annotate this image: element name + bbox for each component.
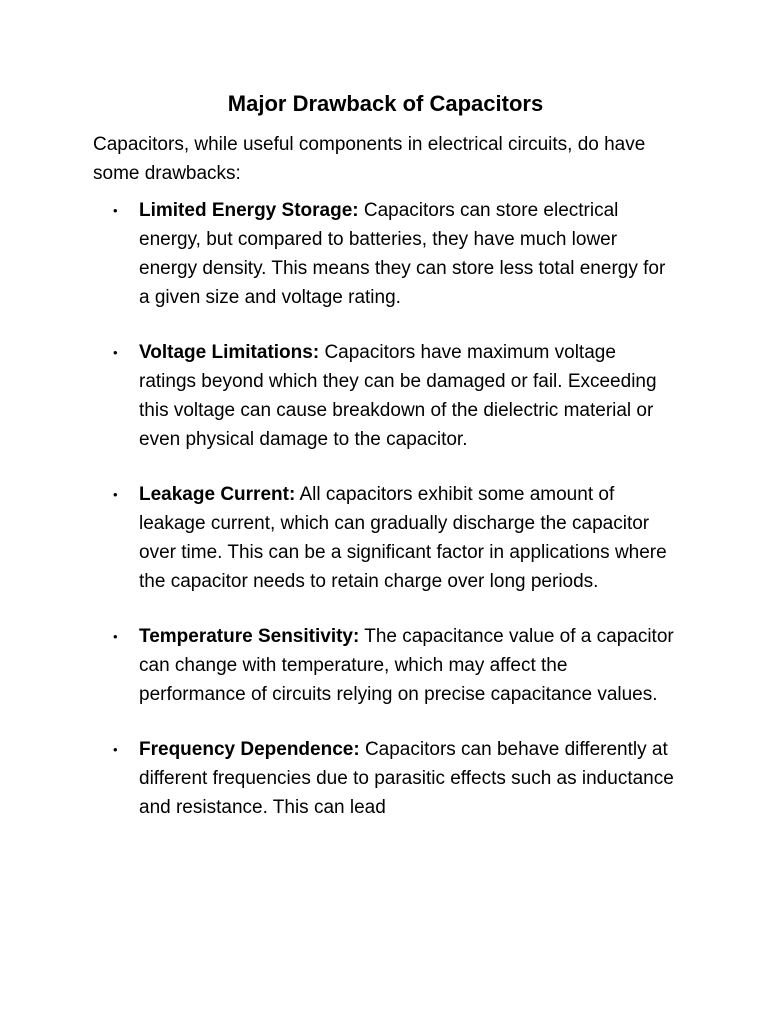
item-term: Temperature Sensitivity: bbox=[139, 626, 360, 647]
list-item bbox=[93, 338, 678, 454]
item-term: Leakage Current: bbox=[139, 484, 296, 505]
item-text: All capacitors exhibit some amount of leakage current, which can gradually discharge the capacitor over time. This can be a significant factor in applications where the capacitor needs to retain charge over long periods. bbox=[139, 484, 667, 592]
list-item bbox=[93, 735, 678, 822]
item-text: Capacitors can store electrical energy, but compared to batteries, they have much lower energy density. This means they can store less total energy for a given size and voltage rating. bbox=[139, 200, 666, 308]
bullet-icon: • bbox=[113, 487, 118, 502]
document-page bbox=[93, 88, 678, 848]
list-item bbox=[93, 622, 678, 709]
item-text: Capacitors can behave differently at different frequencies due to parasitic effects such as inductance and resistance. This can lead bbox=[139, 739, 674, 818]
bullet-icon: • bbox=[113, 345, 118, 360]
bullet-icon: • bbox=[113, 629, 118, 644]
item-text: Capacitors have maximum voltage ratings beyond which they can be damaged or fail. Exceeding this voltage can cause breakdown of the dielectric material or even physical damage to the capacitor. bbox=[139, 342, 657, 450]
list-item bbox=[93, 196, 678, 312]
bullet-icon: • bbox=[113, 203, 118, 218]
item-term: Frequency Dependence: bbox=[139, 739, 360, 760]
item-term: Limited Energy Storage: bbox=[139, 200, 359, 221]
bullet-icon: • bbox=[113, 742, 118, 757]
item-term: Voltage Limitations: bbox=[139, 342, 320, 363]
intro-paragraph: Capacitors, while useful components in electrical circuits, do have some drawbacks: bbox=[93, 134, 646, 184]
drawbacks-list bbox=[93, 196, 678, 822]
list-item bbox=[93, 480, 678, 596]
item-text: The capacitance value of a capacitor can change with temperature, which may affect the performance of circuits relying on precise capacitance values. bbox=[139, 626, 674, 705]
document-title: Major Drawback of Capacitors bbox=[227, 91, 544, 116]
